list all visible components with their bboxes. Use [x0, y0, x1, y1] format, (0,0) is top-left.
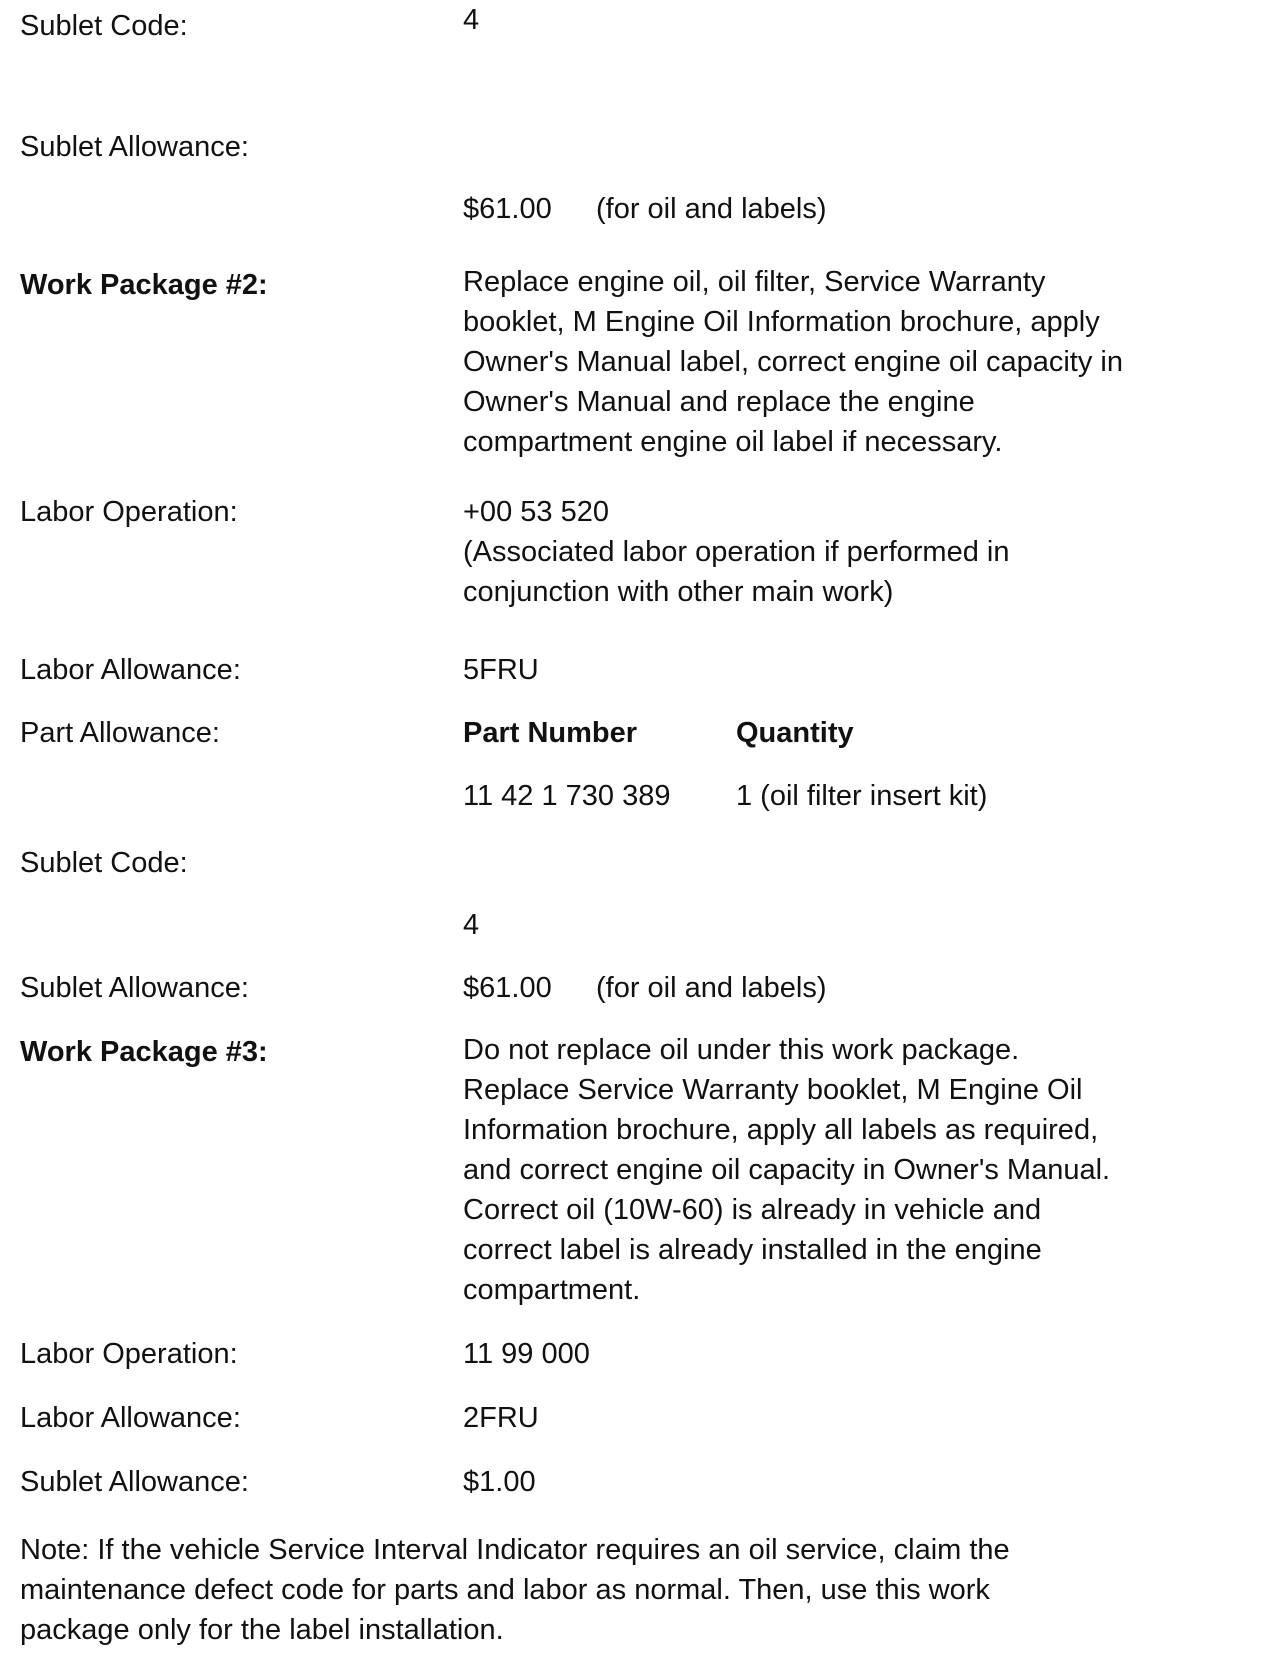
work-package-2-line: Owner's Manual and replace the engine: [463, 386, 975, 418]
work-package-3-label: Work Package #3:: [20, 1036, 268, 1068]
sublet-allowance-note: (for oil and labels): [596, 193, 827, 225]
work-package-2-description: [463, 262, 1123, 462]
sublet-code-value: 4: [463, 4, 480, 36]
note-line: package only for the label installation.: [20, 1614, 504, 1646]
sublet-allowance-amount: $61.00: [463, 193, 552, 225]
labor-operation-label: Labor Operation:: [20, 496, 238, 528]
labor-operation-line: conjunction with other main work): [463, 576, 894, 608]
sublet-allowance-value: $1.00: [463, 1466, 536, 1498]
note-line: maintenance defect code for parts and labor as normal. Then, use this work: [20, 1574, 990, 1606]
part-number-header: Part Number: [463, 717, 638, 749]
part-number-value: 11 42 1 730 389: [463, 780, 671, 812]
sublet-allowance-label: Sublet Allowance:: [20, 131, 249, 163]
sublet-code-label: Sublet Code:: [20, 10, 188, 42]
sublet-allowance-label: Sublet Allowance:: [20, 1466, 249, 1498]
work-package-3-line: compartment.: [463, 1274, 641, 1306]
work-package-2-label: Work Package #2:: [20, 269, 268, 301]
note-paragraph: [20, 1530, 1010, 1650]
work-package-3-line: Replace Service Warranty booklet, M Engine Oil: [463, 1074, 1083, 1106]
labor-operation-label: Labor Operation:: [20, 1338, 238, 1370]
work-package-3-line: correct label is already installed in the engine: [463, 1234, 1042, 1266]
work-package-3-line: Do not replace oil under this work package.: [463, 1034, 1020, 1066]
sublet-code-label: Sublet Code:: [20, 847, 188, 879]
labor-operation-line: (Associated labor operation if performed in: [463, 536, 1010, 568]
part-allowance-label: Part Allowance:: [20, 717, 220, 749]
labor-operation-value: [463, 492, 1009, 612]
sublet-allowance-note: (for oil and labels): [596, 972, 827, 1004]
work-package-3-line: and correct engine oil capacity in Owner's Manual.: [463, 1154, 1111, 1186]
labor-operation-line: +00 53 520: [463, 496, 609, 528]
work-package-2-line: compartment engine oil label if necessary.: [463, 426, 1003, 458]
labor-allowance-value: 2FRU: [463, 1402, 539, 1434]
quantity-header: Quantity: [736, 717, 854, 749]
work-package-2-line: Owner's Manual label, correct engine oil capacity in: [463, 346, 1123, 378]
labor-allowance-label: Labor Allowance:: [20, 1402, 241, 1434]
quantity-value: 1 (oil filter insert kit): [736, 780, 988, 812]
labor-allowance-value: 5FRU: [463, 654, 539, 686]
note-line: Note: If the vehicle Service Interval Indicator requires an oil service, claim the: [20, 1534, 1010, 1566]
work-package-2-line: Replace engine oil, oil filter, Service Warranty: [463, 266, 1046, 298]
sublet-code-value: 4: [463, 909, 480, 941]
labor-allowance-label: Labor Allowance:: [20, 654, 241, 686]
work-package-3-line: Information brochure, apply all labels as required,: [463, 1114, 1099, 1146]
sublet-allowance-label: Sublet Allowance:: [20, 972, 249, 1004]
work-package-3-description: [463, 1030, 1110, 1310]
labor-operation-value: 11 99 000: [463, 1338, 590, 1370]
work-package-2-line: booklet, M Engine Oil Information brochure, apply: [463, 306, 1100, 338]
work-package-3-line: Correct oil (10W-60) is already in vehicle and: [463, 1194, 1042, 1226]
sublet-allowance-amount: $61.00: [463, 972, 552, 1004]
